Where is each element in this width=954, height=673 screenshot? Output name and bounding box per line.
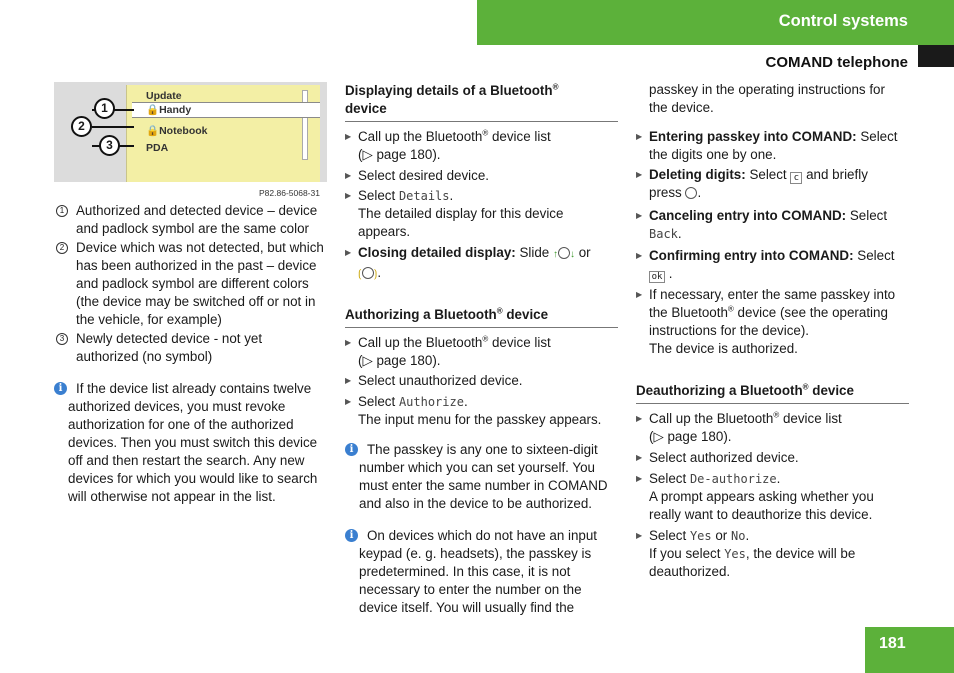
heading-displaying-details: Displaying details of a Bluetooth® device [345, 82, 618, 122]
step-enter-passkey-device: ▶ If necessary, enter the same passkey into the Bluetooth® device (see the operating instructions for the device). The device is authorized. [636, 286, 910, 358]
heading-deauthorizing: Deauthorizing a Bluetooth® device [636, 382, 909, 404]
figure-row-handy: 🔒Handy [132, 102, 320, 118]
device-list-figure [54, 82, 327, 182]
section-title: COMAND telephone [765, 54, 908, 71]
key-ok: ok [649, 271, 665, 283]
step-deleting-digits: ▶ Deleting digits: Select c and briefly press . [636, 166, 910, 202]
figure-row-pda: PDA [146, 142, 169, 154]
legend-item-2: 2 Device which was not detected, but which has been authorized in the past – device and padlock symbol are different colors (the device may be switched off or not in the vehicle, for example) [54, 239, 328, 329]
heading-authorizing: Authorizing a Bluetooth® device [345, 306, 618, 328]
step-display-select-details: ▶ Select Details. The detailed display for this device appears. [345, 187, 619, 241]
step-select-deauthorize: ▶ Select De-authorize. A prompt appears asking whether you really want to deauthorize this device. [636, 470, 910, 524]
padlock-icon: 🔒 [146, 104, 160, 116]
figure-row-notebook: 🔒Notebook [146, 125, 208, 137]
step-deauth-select-device: ▶ Select authorized device. [636, 449, 910, 467]
step-entering-passkey: ▶ Entering passkey into COMAND: Select the digits one by one. [636, 128, 910, 164]
controller-press-icon [685, 187, 697, 199]
page-number: 181 [879, 635, 906, 652]
callout-line-2 [92, 126, 134, 128]
step-display-select-device: ▶ Select desired device. [345, 167, 619, 185]
slide-left-right-icon: ⟮ ⟯ [358, 268, 378, 280]
legend-item-1: 1 Authorized and detected device – device and padlock symbol are the same color [54, 202, 328, 238]
note-no-keypad: i On devices which do not have an input keypad (e. g. headsets), the passkey is predetermined. In this case, it is not necessary to enter the number on the device itself. You will usually find the [345, 527, 619, 617]
note-continuation: passkey in the operating instructions for the device. [649, 82, 885, 115]
step-auth-select-authorize: ▶ Select Authorize. The input menu for the passkey appears. [345, 393, 619, 429]
section-tab [918, 45, 954, 67]
header-title: Control systems [778, 12, 908, 30]
callout-2: 2 [71, 116, 92, 137]
step-display-call-up: ▶ Call up the Bluetooth® device list (▷ page 180). [345, 128, 619, 164]
slide-up-down-icon: ↑ ↓ [552, 249, 575, 260]
step-closing-display: ▶ Closing detailed display: Slide ↑ ↓ or ⟮ ⟯. [345, 244, 619, 283]
callout-1: 1 [94, 98, 115, 119]
key-c: c [790, 172, 802, 184]
step-auth-call-up: ▶ Call up the Bluetooth® device list (▷ page 180). [345, 334, 619, 370]
step-auth-select-device: ▶ Select unauthorized device. [345, 372, 619, 390]
note-device-list: i If the device list already contains twelve authorized devices, you must revoke authorization for one of the authorized devices. Then you must switch this device off and then restart the search. Any new devices for which you would like to search will otherwise not appear in the list. [54, 380, 328, 506]
callout-3: 3 [99, 135, 120, 156]
figure-scrollbar [302, 90, 308, 160]
info-icon: i [345, 529, 358, 542]
info-icon: i [345, 443, 358, 456]
step-deauth-call-up: ▶ Call up the Bluetooth® device list (▷ page 180). [636, 410, 910, 446]
step-confirming-entry: ▶ Confirming entry into COMAND: Select ok . [636, 247, 910, 283]
page-number-box [865, 627, 954, 673]
step-select-yes-no: ▶ Select Yes or No. If you select Yes, the device will be deauthorized. [636, 527, 910, 581]
legend-item-3: 3 Newly detected device - not yet authorized (no symbol) [54, 330, 328, 366]
note-passkey: i The passkey is any one to sixteen-digit number which you can set yourself. You must enter the same number in COMAND and also in the device to be authorized. [345, 441, 619, 513]
padlock-icon: 🔒 [146, 125, 160, 137]
info-icon: i [54, 382, 67, 395]
step-canceling-entry: ▶ Canceling entry into COMAND: Select Back. [636, 207, 910, 243]
figure-row-update: Update [146, 90, 182, 102]
figure-code: P82.86-5068-31 [259, 188, 320, 198]
